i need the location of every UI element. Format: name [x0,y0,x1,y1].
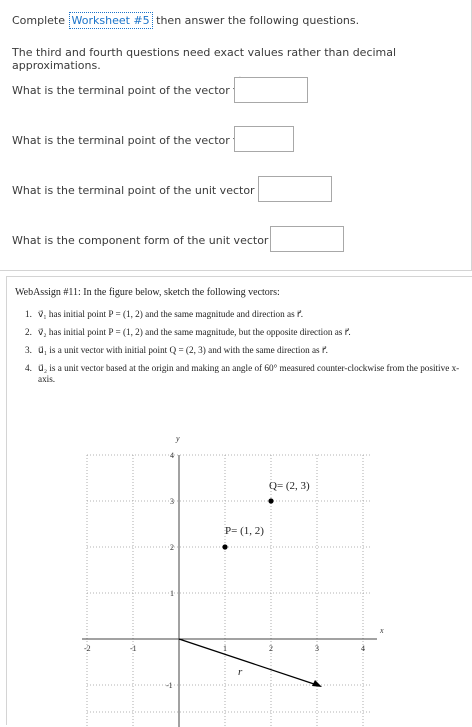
grid-lines [87,455,372,727]
instructions-prefix: Complete [12,14,66,27]
webassign-item: 3. u⃗₁ is a unit vector with initial point Q = (2, 3) and with the same direction as r⃗. [25,345,328,355]
answer-input-4[interactable] [270,226,344,252]
coordinate-graph[interactable] [82,427,402,727]
webassign-item: 2. v⃗₂ has initial point P = (1, 2) and the same magnitude, but the opposite direction as r⃗. [25,327,351,337]
vector-r-line [179,639,317,685]
y-axis-label: y [176,434,180,443]
x-tick-label: 1 [223,644,227,653]
question-4-text: What is the component form of the unit vector [12,234,269,247]
webassign-item: 1. v⃗₁ has initial point P = (1, 2) and the same magnitude and direction as r⃗. [25,309,304,319]
question-1 [12,84,251,99]
y-tick-label: 3 [170,497,174,506]
question-3-text: What is the terminal point of the unit vector [12,184,255,197]
answer-input-1[interactable] [234,77,308,103]
webassign-item: 4. u⃗₂ is a unit vector based at the origin and making an angle of 60° measured counter-clockwise from the positive x-axis. [25,363,460,384]
y-tick-label: 4 [170,451,174,460]
point-p-label: P= (1, 2) [225,525,264,537]
question-4 [12,234,291,249]
instructions-suffix: then answer the following questions. [156,14,360,27]
question-2 [12,134,251,149]
webassign-heading: WebAssign #11: In the figure below, sketch the following vectors: [15,287,280,298]
answer-input-3[interactable] [258,176,332,202]
point-p [222,544,227,549]
x-tick-label: 2 [269,644,273,653]
x-tick-label: 4 [361,644,365,653]
webassign-item-list [25,309,465,392]
y-tick-label: -1 [166,681,173,690]
vector-r-label: r⃗ [238,666,251,678]
question-3 [12,184,278,199]
point-q-label: Q= (2, 3) [269,480,310,492]
worksheet-link[interactable]: Worksheet #5 [69,12,153,29]
x-axis-label: x [380,626,384,635]
x-tick-label: -2 [84,644,91,653]
question-area [0,0,472,271]
x-tick-label: 3 [315,644,319,653]
question-1-text: What is the terminal point of the vector [12,84,230,97]
y-tick-label: 2 [170,543,174,552]
y-tick-label: 1 [170,589,174,598]
axes [82,455,377,727]
instructions-line [12,14,359,27]
exact-values-note: The third and fourth questions need exact values rather than decimal approximations. [12,46,397,72]
point-q [268,498,273,503]
question-2-text: What is the terminal point of the vector [12,134,230,147]
answer-input-2[interactable] [234,126,294,152]
vector-r-arrowhead [312,680,322,687]
x-tick-label: -1 [130,644,137,653]
webassign-panel [6,276,472,725]
